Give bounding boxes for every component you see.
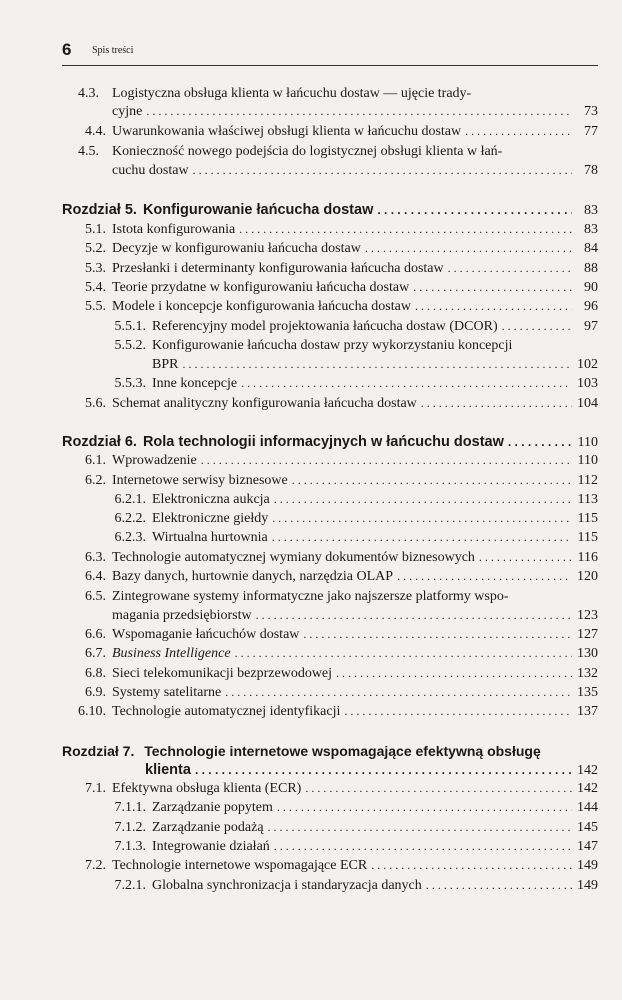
toc-entry-6-2-1: 6.2.1. Elektroniczna aukcja . . . 113 bbox=[106, 492, 598, 512]
toc-entry-6-9: 6.9. Systemy satelitarne . . . 135 bbox=[78, 685, 598, 705]
running-head: Spis treści bbox=[92, 45, 134, 56]
toc-entry-5-3: 5.3. Przesłanki i determinanty konfigurowania łańcucha dostaw . . . 88 bbox=[78, 261, 598, 281]
toc-entry-6-5-line1: 6.5. Zintegrowane systemy informatyczne jako najszersze platformy wspo- bbox=[85, 589, 509, 604]
toc-entry-4-4: 4.4. Uwarunkowania właściwej obsługi klienta w łańcuchu dostaw . . . 77 bbox=[78, 124, 598, 144]
toc-entry-4-5: cuchu dostaw . . . 78 bbox=[112, 163, 598, 183]
toc-entry-6-6: 6.6. Wspomaganie łańcuchów dostaw . . . 127 bbox=[78, 627, 598, 647]
toc-entry-6-2-3: 6.2.3. Wirtualna hurtownia . . . 115 bbox=[106, 530, 598, 550]
toc-entry-7-2: 7.2. Technologie internetowe wspomagające ECR . . . 149 bbox=[78, 858, 598, 878]
toc-entry-6-8: 6.8. Sieci telekomunikacji bezprzewodowej . . . 132 bbox=[78, 666, 598, 686]
toc-entry-7-1-2: 7.1.2. Zarządzanie podażą . . . 145 bbox=[106, 820, 598, 840]
toc-chapter-7-line1: Rozdział 7. Technologie internetowe wspomagające efektywną obsługę bbox=[62, 743, 541, 759]
toc-entry-7-1-1: 7.1.1. Zarządzanie popytem . . . 144 bbox=[106, 800, 598, 820]
toc-entry-6-2-2: 6.2.2. Elektroniczne giełdy . . . 115 bbox=[106, 511, 598, 531]
toc-entry-6-7: 6.7. Business Intelligence . . . 130 bbox=[78, 646, 598, 666]
toc-entry-5-6: 5.6. Schemat analityczny konfigurowania łańcucha dostaw . . . 104 bbox=[78, 396, 598, 416]
toc-entry-5-5-2-line1: 5.5.2. Konfigurowanie łańcucha dostaw przy wykorzystaniu koncepcji bbox=[114, 338, 513, 353]
toc-entry-6-3: 6.3. Technologie automatycznej wymiany dokumentów biznesowych . . . 116 bbox=[78, 550, 598, 570]
toc-entry-7-1-3: 7.1.3. Integrowanie działań . . . 147 bbox=[106, 839, 598, 859]
toc-entry-4-3-line1: 4.3. Logistyczna obsługa klienta w łańcuchu dostaw — ujęcie trady- bbox=[78, 86, 472, 101]
toc-entry-6-1: 6.1. Wprowadzenie . . . 110 bbox=[78, 453, 598, 473]
toc-chapter-7: klienta . . . 142 bbox=[145, 762, 598, 782]
toc-entry-6-5: magania przedsiębiorstw . . . 123 bbox=[112, 608, 598, 628]
toc-entry-5-5: 5.5. Modele i koncepcje konfigurowania łańcucha dostaw . . . 96 bbox=[78, 299, 598, 319]
toc-entry-7-2-1: 7.2.1. Globalna synchronizacja i standaryzacja danych . . . 149 bbox=[106, 878, 598, 898]
toc-entry-5-1: 5.1. Istota konfigurowania . . . 83 bbox=[78, 222, 598, 242]
toc-entry-5-5-3: 5.5.3. Inne koncepcje . . . 103 bbox=[106, 376, 598, 396]
toc-chapter-5: Rozdział 5. Konfigurowanie łańcucha dostaw . . . 83 bbox=[62, 202, 598, 222]
toc-entry-5-5-1: 5.5.1. Referencyjny model projektowania łańcucha dostaw (DCOR) . . . 97 bbox=[106, 319, 598, 339]
toc-entry-5-4: 5.4. Teorie przydatne w konfigurowaniu łańcucha dostaw . . . 90 bbox=[78, 280, 598, 300]
toc-chapter-6: Rozdział 6. Rola technologii informacyjnych w łańcuchu dostaw . . . 110 bbox=[62, 434, 598, 454]
toc-entry-6-4: 6.4. Bazy danych, hurtownie danych, narzędzia OLAP . . . 120 bbox=[78, 569, 598, 589]
page-number: 6 bbox=[62, 40, 72, 59]
toc-entry-6-2: 6.2. Internetowe serwisy biznesowe . . . 112 bbox=[78, 473, 598, 493]
toc-entry-5-2: 5.2. Decyzje w konfigurowaniu łańcucha dostaw . . . 84 bbox=[78, 241, 598, 261]
toc-entry-7-1: 7.1. Efektywna obsługa klienta (ECR) . . . 142 bbox=[78, 781, 598, 801]
toc-entry-6-10: 6.10. Technologie automatycznej identyfikacji . . . 137 bbox=[68, 704, 598, 724]
toc-entry-4-3: cyjne . . . 73 bbox=[112, 104, 598, 124]
toc-entry-5-5-2: BPR . . . 102 bbox=[152, 357, 598, 377]
toc-entry-4-5-line1: 4.5. Konieczność nowego podejścia do logistycznej obsługi klienta w łań- bbox=[78, 144, 503, 159]
